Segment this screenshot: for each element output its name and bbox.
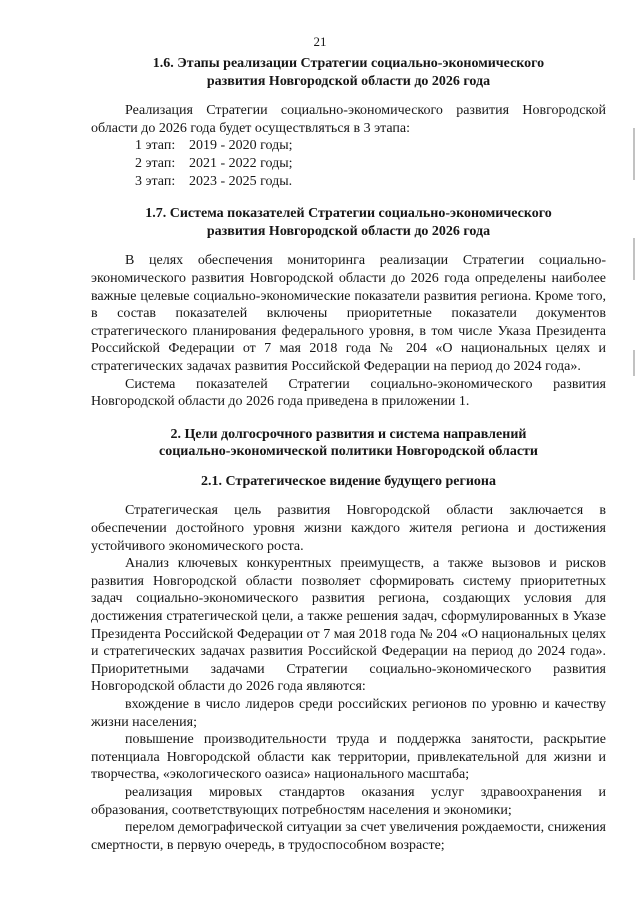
scan-margin-mark	[633, 238, 635, 280]
stage-label: 3 этап:	[135, 173, 176, 189]
section-1-7-paragraph: Система показателей Стратегии социально-экономического развития Новгородской области до 2026 года приведена в приложении 1.	[91, 376, 606, 410]
stage-years: 2019 - 2020 годы;	[189, 138, 293, 154]
section-2-1-paragraph: Анализ ключевых конкурентных преимуществ, а также вызовов и рисков развития Новгородской области позволяет сформировать систему приоритетных задач социально-экономического развития региона, создающих условия для достижения стратегической цели, а также решения задач, сформулированных в Указе Президента Российской Федерации от 7 мая 2018 года № 204 «О национальных целях и стратегических задачах развития Российской Федерации на период до 2024 года». Приоритетными задачами Стратегии социально-экономического развития Новгородской области до 2026 года являются:	[91, 556, 606, 695]
stage-item	[91, 137, 606, 155]
stage-list	[91, 137, 606, 190]
section-2-1-paragraph: Стратегическая цель развития Новгородской области заключается в обеспечении достойного уровня жизни каждого жителя региона и достижения устойчивого экономического роста.	[91, 503, 606, 554]
section-2-1-heading: 2.1. Стратегическое видение будущего региона	[201, 473, 496, 489]
stage-years: 2023 - 2025 годы.	[189, 173, 293, 189]
section-1-6-intro: Реализация Стратегии социально-экономического развития Новгородской области до 2026 года будет осуществляться в 3 этапа:	[91, 103, 606, 136]
priority-task-item: реализация мировых стандартов оказания услуг здравоохранения и образования, соответствующих потребностям населения и экономики;	[91, 784, 606, 818]
priority-task-item: перелом демографической ситуации за счет увеличения рождаемости, снижения смертности, в первую очередь, в трудоспособном возрасте;	[91, 820, 606, 853]
stage-years: 2021 - 2022 годы;	[189, 155, 293, 171]
stage-label: 2 этап:	[135, 155, 176, 171]
stage-item	[91, 155, 606, 173]
page-number: 21	[313, 34, 327, 49]
section-1-7-paragraph: В целях обеспечения мониторинга реализации Стратегии социально-экономического развития Новгородской области до 2026 года определены наиболее важные целевые социально-экономические показатели развития региона. Кроме того, в состав показателей включены приоритетные показатели документов стратегического планирования федерального уровня, в том числе Указа Президента Российской Федерации от 7 мая 2018 года № 204 «О национальных целях и стратегических задачах развития Российской Федерации на период до 2024 года».	[91, 253, 606, 374]
document-body	[91, 55, 606, 854]
stage-label: 1 этап:	[135, 138, 176, 154]
section-2-heading: 2. Цели долгосрочного развития и система направлений социально-экономической политики Новгородской области	[158, 426, 538, 460]
stage-item	[91, 173, 606, 191]
priority-task-item: вхождение в число лидеров среди российских регионов по уровню и качеству жизни населения;	[91, 697, 606, 730]
scan-margin-mark	[633, 350, 635, 376]
section-1-7-heading: 1.7. Система показателей Стратегии социально-экономического развития Новгородской области до 2026 года	[145, 206, 552, 239]
scan-margin-mark	[633, 128, 635, 180]
section-1-6-heading: 1.6. Этапы реализации Стратегии социально-экономического развития Новгородской области до 2026 года	[152, 56, 545, 89]
priority-task-item: повышение производительности труда и поддержка занятости, раскрытие потенциала Новгородской области как территории, привлекательной для жизни и творчества, «экологического оазиса» национального масштаба;	[91, 732, 606, 783]
